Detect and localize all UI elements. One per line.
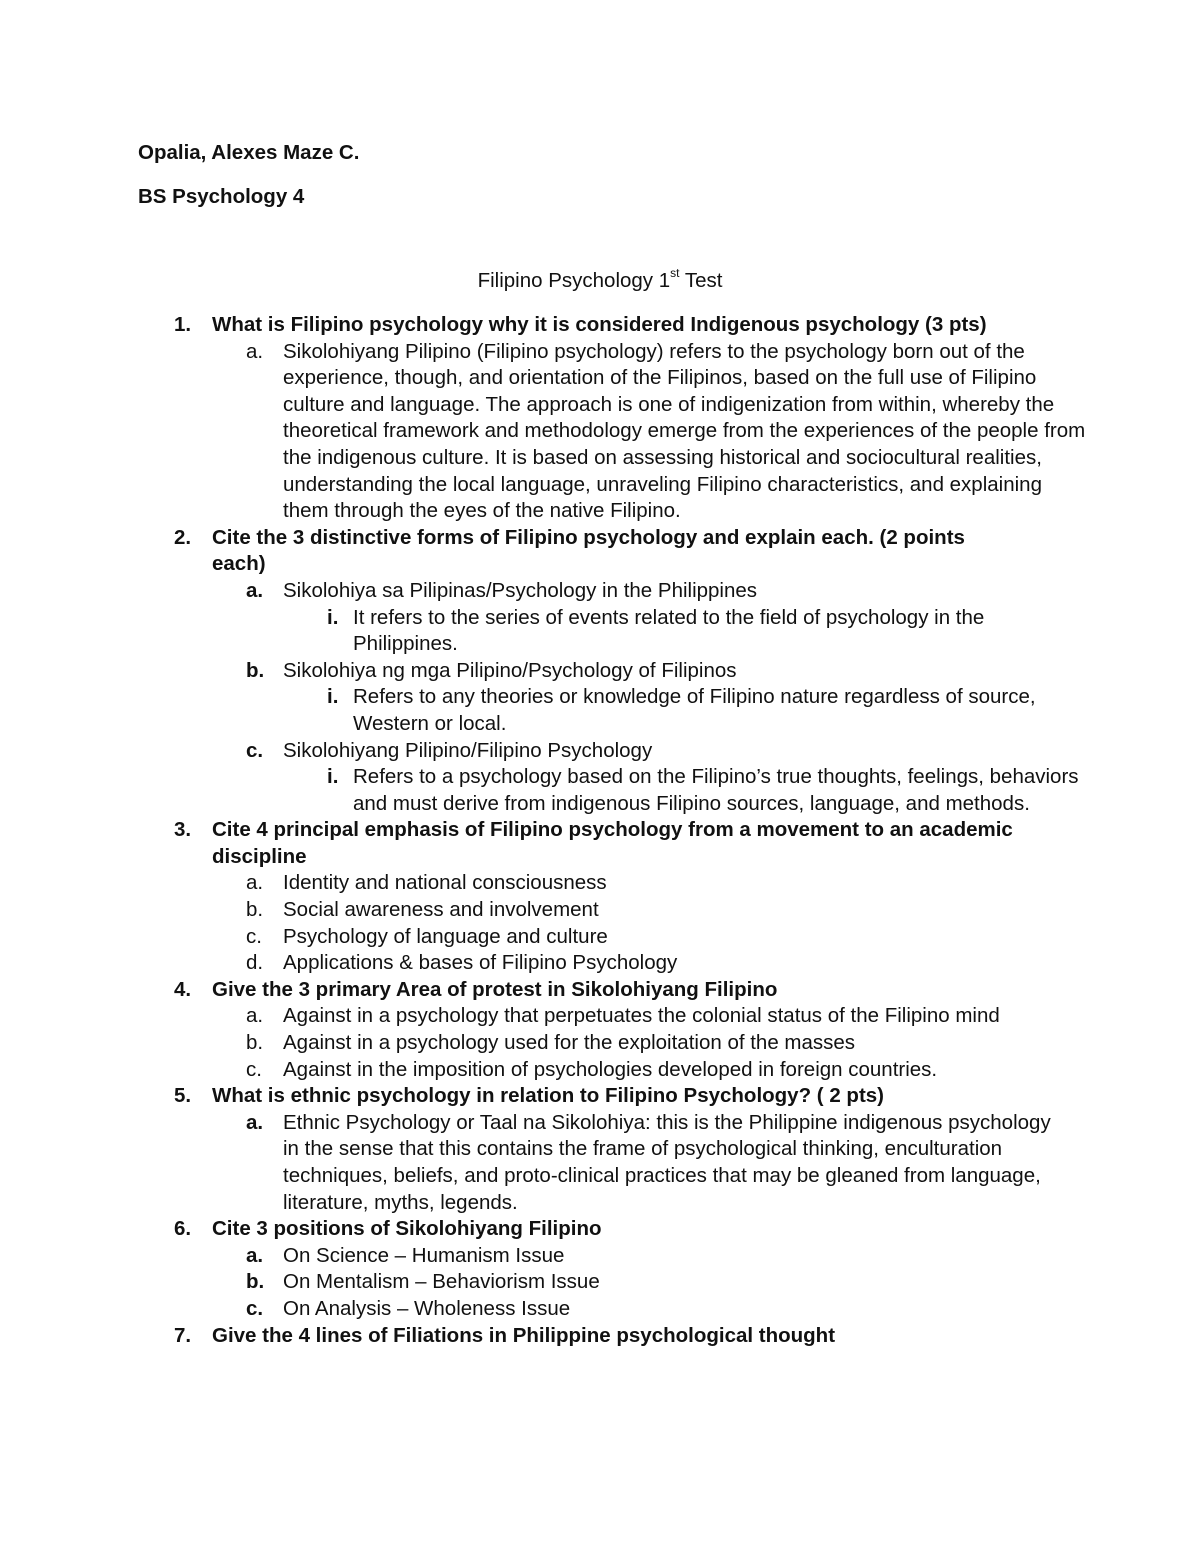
answer-marker: c.: [246, 738, 264, 762]
question-number: 6.: [174, 1217, 192, 1241]
answer-text: On Science – Humanism Issue: [283, 1243, 565, 1267]
answer-item: [138, 738, 1078, 765]
sub-answer-text: Refers to any theories or knowledge of Filipino nature regardless of source, Western or local.: [353, 685, 1036, 735]
question-number: 5.: [174, 1084, 192, 1108]
answer-marker: a.: [246, 1243, 264, 1267]
answer-text: Sikolohiyang Pilipino/Filipino Psychology: [283, 738, 653, 762]
question-number: 3.: [174, 818, 192, 842]
answer-text: Identity and national consciousness: [283, 871, 607, 895]
title-superscript: st: [670, 266, 680, 281]
answer-item: [138, 950, 1078, 977]
question-text: Cite the 3 distinctive forms of Filipino psychology and explain each. (2 points each): [212, 525, 965, 576]
answer-marker: d.: [246, 951, 264, 975]
sub-answer-text: It refers to the series of events related to the field of psychology in the Philippines.: [353, 605, 985, 656]
answer-marker: a.: [246, 339, 264, 363]
question-2: [138, 525, 1012, 578]
answer-text: Ethnic Psychology or Taal na Sikolohiya: this is the Philippine indigenous psychology in the sense that this contains the frame of psychological thinking, enculturation techniques, beliefs, and proto-clinical practices that may be gleaned from language, literature, myths, legends.: [283, 1110, 1051, 1214]
answer-text: Against in a psychology used for the exploitation of the masses: [283, 1031, 856, 1055]
answer-marker: b.: [246, 1031, 264, 1055]
question-text: What is ethnic psychology in relation to Filipino Psychology? ( 2 pts): [212, 1084, 884, 1108]
answer-item: [138, 339, 1088, 525]
question-text: Give the 3 primary Area of protest in Sikolohiyang Filipino: [212, 977, 778, 1001]
question-text: Give the 4 lines of Filiations in Philippine psychological thought: [212, 1323, 836, 1347]
question-6: [138, 1216, 1078, 1243]
answer-item: [138, 658, 1078, 685]
question-number: 4.: [174, 977, 192, 1001]
sub-answer-marker: i.: [327, 765, 339, 789]
question-number: 7.: [174, 1323, 192, 1347]
answer-item: [138, 1003, 1078, 1030]
question-3: [138, 817, 1067, 870]
answer-item: [138, 1243, 1078, 1270]
question-1: [138, 312, 1078, 339]
question-number: 2.: [174, 525, 192, 549]
answer-marker: c.: [246, 1296, 264, 1320]
answer-text: Sikolohiya sa Pilipinas/Psychology in the Philippines: [283, 578, 758, 602]
answer-item: [138, 1269, 1078, 1296]
answer-item: [138, 1057, 1078, 1084]
question-4: [138, 977, 1078, 1004]
answer-text: Against in a psychology that perpetuates the colonial status of the Filipino mind: [283, 1004, 1000, 1028]
question-number: 1.: [174, 313, 192, 336]
answer-text: Against in the imposition of psychologies developed in foreign countries.: [283, 1057, 938, 1081]
question-text: What is Filipino psychology why it is considered Indigenous psychology (3 pts): [212, 313, 987, 336]
answer-marker: b.: [246, 898, 264, 922]
question-7: [138, 1323, 1078, 1350]
answer-marker: c.: [246, 924, 262, 948]
answer-text: Applications & bases of Filipino Psychology: [283, 951, 678, 975]
answer-marker: b.: [246, 1270, 265, 1294]
answer-text: On Analysis – Wholeness Issue: [283, 1296, 571, 1320]
answer-text: Psychology of language and culture: [283, 924, 608, 948]
sub-answer-marker: i.: [327, 605, 339, 629]
document-title: [0, 268, 1200, 295]
answer-text: Sikolohiya ng mga Pilipino/Psychology of Filipinos: [283, 658, 737, 682]
student-name: Opalia, Alexes Maze C.: [138, 141, 360, 164]
answer-marker: a.: [246, 578, 264, 602]
question-5: [138, 1083, 1078, 1110]
question-text: Cite 4 principal emphasis of Filipino psychology from a movement to an academic discipline: [212, 818, 1013, 868]
title-suffix: Test: [679, 269, 723, 292]
answer-text: On Mentalism – Behaviorism Issue: [283, 1270, 600, 1294]
answer-item: [138, 870, 1078, 897]
program-name: BS Psychology 4: [138, 185, 305, 208]
answer-item: [138, 1030, 1078, 1057]
answer-item: [138, 1110, 1063, 1216]
answer-item: [138, 924, 1078, 951]
sub-answer-text: Refers to a psychology based on the Filipino’s true thoughts, feelings, behaviors and must derive from indigenous Filipino sources, language, and methods.: [353, 765, 1079, 815]
question-list: [138, 312, 1086, 1349]
question-text: Cite 3 positions of Sikolohiyang Filipino: [212, 1217, 602, 1241]
answer-marker: b.: [246, 658, 265, 682]
sub-answer-item: [138, 605, 1093, 658]
answer-text: Social awareness and involvement: [283, 898, 599, 922]
title-text: Filipino Psychology 1: [477, 269, 671, 292]
answer-marker: a.: [246, 1110, 264, 1134]
sub-answer-item: [138, 764, 1098, 817]
answer-marker: a.: [246, 871, 264, 895]
answer-marker: c.: [246, 1057, 262, 1081]
answer-text: Sikolohiyang Pilipino (Filipino psychology) refers to the psychology born out of the experience, though, and orientation of the Filipinos, based on the full use of Filipino culture and language. The approach is one of indigenization from within, whereby the theoretical framework and methodology emerge from the experiences of the people from the indigenous culture. It is based on assessing historical and sociocultural realities, understanding the local language, unraveling Filipino characteristics, and explaining them through the eyes of the native Filipino.: [283, 339, 1086, 523]
answer-item: [138, 1296, 1078, 1323]
sub-answer-marker: i.: [327, 685, 339, 709]
answer-item: [138, 578, 1078, 605]
answer-marker: a.: [246, 1004, 264, 1028]
sub-answer-item: [138, 684, 1073, 737]
answer-item: [138, 897, 1078, 924]
